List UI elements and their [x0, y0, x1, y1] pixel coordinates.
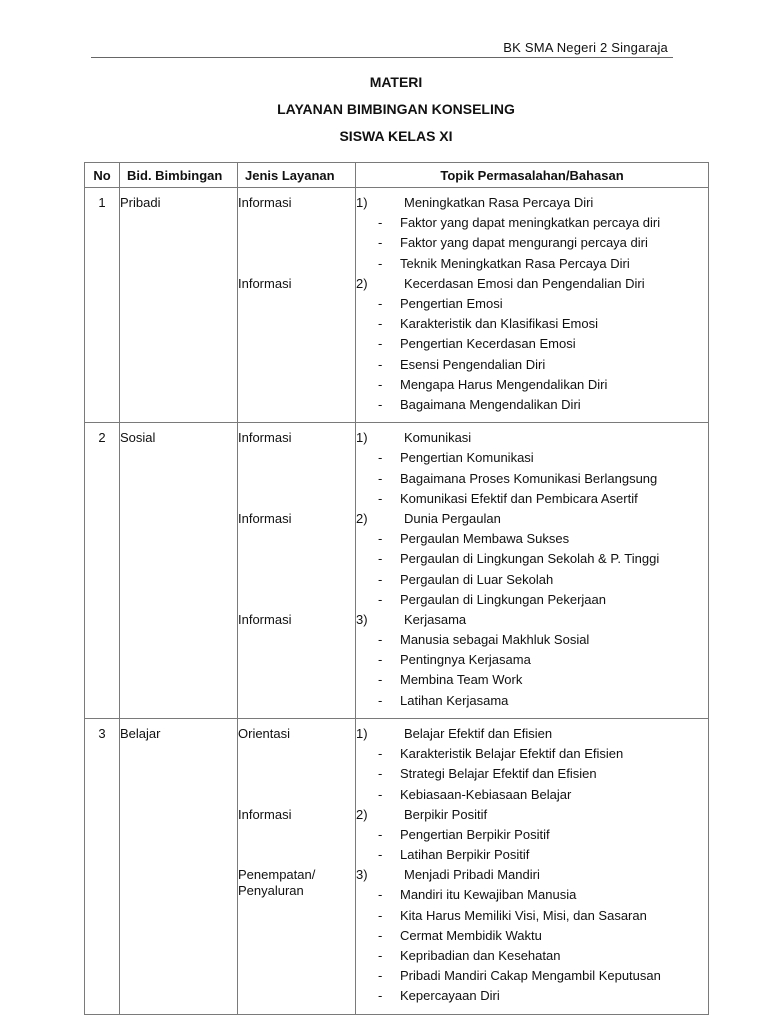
- table-body: [85, 188, 709, 1015]
- jenis-layanan: Informasi: [238, 430, 292, 446]
- dash-bullet-icon: -: [378, 907, 383, 923]
- subitem-text: Pentingnya Kerjasama: [400, 652, 531, 668]
- subitem-text: Pengertian Berpikir Positif: [400, 826, 550, 842]
- subitem-text: Pergaulan di Luar Sekolah: [400, 571, 554, 587]
- bidang-cell: [120, 423, 238, 719]
- topic-subitem: [356, 692, 708, 712]
- topic-subitem: [356, 315, 708, 335]
- dash-bullet-icon: -: [378, 591, 383, 607]
- dash-bullet-icon: -: [378, 235, 383, 251]
- dash-bullet-icon: -: [378, 376, 383, 392]
- table-row: [85, 718, 709, 1014]
- jenis-layanan: Orientasi: [238, 725, 291, 741]
- topic-subitem: [356, 671, 708, 691]
- materi-table: [84, 162, 709, 1015]
- topic-title: Kecerdasan Emosi dan Pengendalian Diri: [404, 275, 645, 291]
- table-row: [85, 423, 709, 719]
- header-topik: Topik Permasalahan/Bahasan: [356, 163, 709, 188]
- subitem-text: Karakteristik Belajar Efektif dan Efisien: [400, 746, 624, 762]
- bidang-cell: [120, 188, 238, 423]
- topic-subitem: [356, 631, 708, 651]
- topic-subitem: [356, 786, 708, 806]
- topic-subitem: [356, 530, 708, 550]
- header-jenis-layanan: Jenis Layanan: [238, 163, 356, 188]
- dash-bullet-icon: -: [378, 746, 383, 762]
- topic-subitem: [356, 356, 708, 376]
- topic-subitem: [356, 470, 708, 490]
- topic-subitem: [356, 591, 708, 611]
- dash-bullet-icon: -: [378, 215, 383, 231]
- subitem-text: Pribadi Mandiri Cakap Mengambil Keputusan: [400, 968, 661, 984]
- table-header-row: [85, 163, 709, 188]
- document-title: [84, 73, 708, 154]
- topic-number: 2): [356, 275, 368, 291]
- topic-title: Menjadi Pribadi Mandiri: [404, 867, 540, 883]
- subitem-text: Cermat Membidik Waktu: [400, 927, 542, 943]
- topic-heading: [356, 725, 708, 745]
- subitem-text: Pengertian Kecerdasan Emosi: [400, 336, 576, 352]
- topic-heading: [356, 275, 708, 295]
- dash-bullet-icon: -: [378, 887, 383, 903]
- dash-bullet-icon: -: [378, 968, 383, 984]
- topik-cell: [356, 188, 709, 423]
- topic-subitem: [356, 255, 708, 275]
- dash-bullet-icon: -: [378, 786, 383, 802]
- topic-heading: [356, 194, 708, 214]
- jenis-layanan: Informasi: [238, 275, 292, 291]
- topic-number: 1): [356, 430, 368, 446]
- topic-title: Dunia Pergaulan: [404, 510, 501, 526]
- topic-heading: [356, 611, 708, 631]
- dash-bullet-icon: -: [378, 336, 383, 352]
- topic-subitem: [356, 396, 708, 416]
- topic-number: 3): [356, 611, 368, 627]
- subitem-text: Pengertian Komunikasi: [400, 450, 534, 466]
- dash-bullet-icon: -: [378, 571, 383, 587]
- topic-subitem: [356, 571, 708, 591]
- dash-bullet-icon: -: [378, 632, 383, 648]
- topic-subitem: [356, 550, 708, 570]
- subitem-text: Faktor yang dapat mengurangi percaya diri: [400, 235, 648, 251]
- subitem-text: Kepribadian dan Kesehatan: [400, 948, 561, 964]
- subitem-text: Teknik Meningkatkan Rasa Percaya Diri: [400, 255, 630, 271]
- dash-bullet-icon: -: [378, 988, 383, 1004]
- subitem-text: Pengertian Emosi: [400, 295, 503, 311]
- subitem-text: Kepercayaan Diri: [400, 988, 500, 1004]
- subitem-text: Latihan Berpikir Positif: [400, 847, 530, 863]
- topic-title: Belajar Efektif dan Efisien: [404, 725, 553, 741]
- subitem-text: Bagaimana Proses Komunikasi Berlangsung: [400, 470, 658, 486]
- topic-number: 3): [356, 867, 368, 883]
- bidang-bimbingan: Belajar: [120, 725, 161, 741]
- topic-subitem: [356, 376, 708, 396]
- topic-heading: [356, 429, 708, 449]
- jenis-layanan-cell: [238, 718, 356, 1014]
- dash-bullet-icon: -: [378, 490, 383, 506]
- topic-number: 1): [356, 195, 368, 210]
- subitem-text: Karakteristik dan Klasifikasi Emosi: [400, 316, 598, 332]
- subitem-text: Mengapa Harus Mengendalikan Diri: [400, 376, 608, 392]
- topik-cell: [356, 423, 709, 719]
- subitem-text: Membina Team Work: [400, 672, 523, 688]
- topik-cell: [356, 718, 709, 1014]
- topic-subitem: [356, 886, 708, 906]
- topic-subitem: [356, 967, 708, 987]
- topic-heading: [356, 510, 708, 530]
- topic-heading: [356, 806, 708, 826]
- topic-number: 2): [356, 806, 368, 822]
- row-number: 3: [98, 725, 106, 741]
- subitem-text: Faktor yang dapat meningkatkan percaya diri: [400, 215, 661, 231]
- topic-subitem: [356, 987, 708, 1007]
- subitem-text: Pergaulan di Lingkungan Pekerjaan: [400, 591, 606, 607]
- jenis-layanan: Informasi: [238, 806, 292, 822]
- dash-bullet-icon: -: [378, 766, 383, 782]
- topic-subitem: [356, 335, 708, 355]
- topic-subitem: [356, 234, 708, 254]
- row-number-cell: [85, 423, 120, 719]
- title-line-1: MATERI: [369, 74, 423, 90]
- subitem-text: Manusia sebagai Makhluk Sosial: [400, 632, 590, 648]
- jenis-layanan: Penempatan/ Penyaluran: [238, 867, 316, 899]
- topic-subitem: [356, 846, 708, 866]
- topic-title: Kerjasama: [404, 611, 467, 627]
- dash-bullet-icon: -: [378, 948, 383, 964]
- subitem-text: Esensi Pengendalian Diri: [400, 356, 546, 372]
- subitem-text: Pergaulan di Lingkungan Sekolah & P. Tinggi: [400, 551, 660, 567]
- dash-bullet-icon: -: [378, 551, 383, 567]
- topic-subitem: [356, 947, 708, 967]
- table-row: [85, 188, 709, 423]
- bidang-cell: [120, 718, 238, 1014]
- jenis-layanan-cell: [238, 188, 356, 423]
- jenis-layanan: Informasi: [238, 195, 292, 210]
- topic-title: Meningkatkan Rasa Percaya Diri: [404, 195, 594, 210]
- dash-bullet-icon: -: [378, 396, 383, 412]
- jenis-layanan: Informasi: [238, 510, 292, 526]
- topic-heading: [356, 866, 708, 886]
- topic-subitem: [356, 826, 708, 846]
- topic-title: Berpikir Positif: [404, 806, 488, 822]
- page-header: BK SMA Negeri 2 Singaraja: [503, 40, 668, 55]
- subitem-text: Pergaulan Membawa Sukses: [400, 531, 570, 547]
- subitem-text: Komunikasi Efektif dan Pembicara Asertif: [400, 490, 638, 506]
- topic-subitem: [356, 651, 708, 671]
- subitem-text: Bagaimana Mengendalikan Diri: [400, 396, 581, 412]
- dash-bullet-icon: -: [378, 652, 383, 668]
- subitem-text: Strategi Belajar Efektif dan Efisien: [400, 766, 597, 782]
- topic-subitem: [356, 449, 708, 469]
- subitem-text: Kita Harus Memiliki Visi, Misi, dan Sasaran: [400, 907, 647, 923]
- row-number-cell: [85, 188, 120, 423]
- dash-bullet-icon: -: [378, 927, 383, 943]
- topic-subitem: [356, 214, 708, 234]
- subitem-text: Kebiasaan-Kebiasaan Belajar: [400, 786, 572, 802]
- dash-bullet-icon: -: [378, 450, 383, 466]
- topic-subitem: [356, 907, 708, 927]
- dash-bullet-icon: -: [378, 316, 383, 332]
- dash-bullet-icon: -: [378, 826, 383, 842]
- dash-bullet-icon: -: [378, 692, 383, 708]
- dash-bullet-icon: -: [378, 356, 383, 372]
- header-no: No: [85, 163, 120, 188]
- topic-number: 2): [356, 510, 368, 526]
- jenis-layanan: Informasi: [238, 611, 292, 627]
- dash-bullet-icon: -: [378, 295, 383, 311]
- topic-subitem: [356, 295, 708, 315]
- dash-bullet-icon: -: [378, 255, 383, 271]
- title-line-2: LAYANAN BIMBINGAN KONSELING: [277, 101, 515, 117]
- header-divider: [91, 57, 673, 58]
- header-bid-bimbingan: Bid. Bimbingan: [120, 163, 238, 188]
- dash-bullet-icon: -: [378, 531, 383, 547]
- topic-subitem: [356, 745, 708, 765]
- row-number-cell: [85, 718, 120, 1014]
- row-number: 2: [98, 430, 106, 446]
- dash-bullet-icon: -: [378, 847, 383, 863]
- jenis-layanan-cell: [238, 423, 356, 719]
- topic-number: 1): [356, 725, 368, 741]
- subitem-text: Latihan Kerjasama: [400, 692, 509, 708]
- topic-subitem: [356, 490, 708, 510]
- dash-bullet-icon: -: [378, 470, 383, 486]
- bidang-bimbingan: Pribadi: [120, 195, 161, 210]
- title-line-3: SISWA KELAS XI: [339, 128, 453, 144]
- bidang-bimbingan: Sosial: [120, 430, 156, 446]
- topic-subitem: [356, 765, 708, 785]
- subitem-text: Mandiri itu Kewajiban Manusia: [400, 887, 577, 903]
- topic-subitem: [356, 927, 708, 947]
- row-number: 1: [98, 195, 106, 210]
- dash-bullet-icon: -: [378, 672, 383, 688]
- topic-title: Komunikasi: [404, 430, 472, 446]
